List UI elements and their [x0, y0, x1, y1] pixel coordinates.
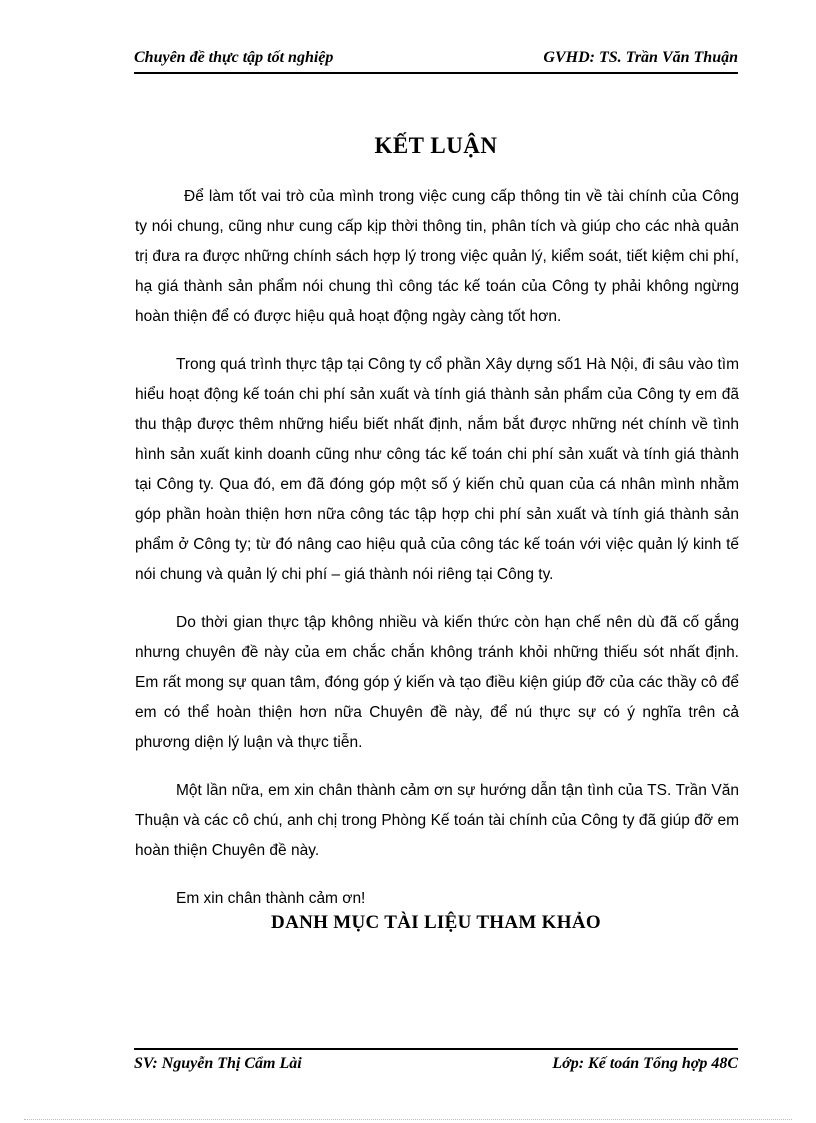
page-header — [134, 46, 738, 74]
page-footer — [134, 1048, 738, 1078]
section-title: KẾT LUẬN — [374, 133, 498, 158]
header-supervisor: GVHD: TS. Trần Văn Thuận — [543, 49, 738, 66]
page-bottom-edge — [24, 1119, 792, 1120]
footer-student: SV: Nguyễn Thị Cẩm Lài — [134, 1055, 302, 1072]
paragraph-1: Để làm tốt vai trò của mình trong việc cung cấp thông tin về tài chính của Công ty nói chung, cũng như cung cấp kịp thời thông tin, phân tích và giúp cho các nhà quản trị đưa ra được những chính sách hợp lý trong việc quản lý, kiểm soát, tiết kiệm chi phí, hạ giá thành sản phẩm nói chung thì công tác kế toán của Công ty phải không ngừng hoàn thiện để có được hiệu quả hoạt động ngày càng tốt hơn. — [135, 188, 739, 325]
conclusion-body — [135, 182, 739, 932]
paragraph-3: Do thời gian thực tập không nhiều và kiến thức còn hạn chế nên dù đã cố gắng nhưng chuyên đề này của em chắc chắn không tránh khỏi những thiếu sót nhất định. Em rất mong sự quan tâm, đóng góp ý kiến và tạo điều kiện giúp đỡ của các thầy cô để em có thể hoàn thiện hơn nữa Chuyên đề này, để nú thực sự có ý nghĩa trên cả phương diện lý luận và thực tiễn. — [135, 614, 739, 751]
footer-class: Lớp: Kế toán Tổng hợp 48C — [552, 1055, 738, 1072]
header-thesis-title: Chuyên đề thực tập tốt nghiệp — [134, 49, 334, 66]
paragraph-4: Một lần nữa, em xin chân thành cảm ơn sự hướng dẫn tận tình của TS. Trần Văn Thuận và các cô chú, anh chị trong Phòng Kế toán tài chính của Công ty đã giúp đỡ em hoàn thiện Chuyên đề này. — [135, 782, 739, 859]
paragraph-5: Em xin chân thành cảm ơn! — [176, 890, 366, 907]
references-title: DANH MỤC TÀI LIỆU THAM KHẢO — [271, 912, 601, 933]
paragraph-2: Trong quá trình thực tập tại Công ty cổ phần Xây dựng số1 Hà Nội, đi sâu vào tìm hiểu hoạt động kế toán chi phí sản xuất và tính giá thành sản phẩm của Công ty em đã thu thập được thêm những hiểu biết nhất định, nắm bắt được những nét chính về tình hình sản xuất kinh doanh cũng như công tác kế toán chi phí sản xuất và tính giá thành tại Công ty. Qua đó, em đã đóng góp một số ý kiến chủ quan của cá nhân mình nhằm góp phần hoàn thiện hơn nữa công tác tập hợp chi phí sản xuất và tính giá thành sản phẩm ở Công ty; từ đó nâng cao hiệu quả của công tác kế toán với việc quản lý kinh tế nói chung và quản lý chi phí – giá thành nói riêng tại Công ty. — [135, 356, 739, 583]
